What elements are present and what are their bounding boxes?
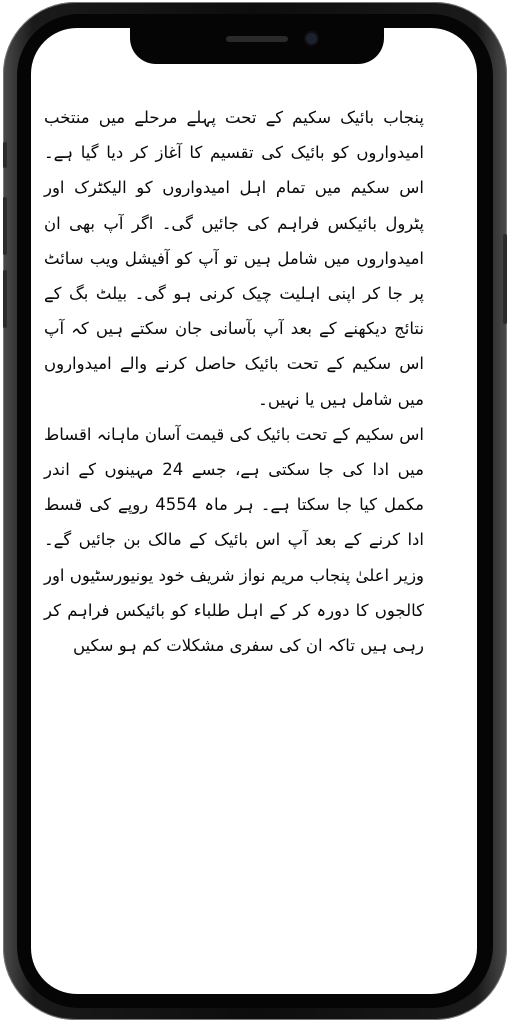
article-paragraph-2: اس سکیم کے تحت بائیک کی قیمت آسان ماہانہ اقساط میں ادا کی جا سکتی ہے، جسے 24 مہینوں کے اندر مکمل کیا جا سکتا ہے۔ ہر ماہ 4554 روپے کی قسط ادا کرنے کے بعد آپ اس بائیک کے مالک بن جائیں گے۔ وزیر اعلیٰ پنجاب مریم نواز شریف خود یونیورسٹیوں اور کالجوں کا دورہ کر کے اہل طلباء کو بائیکس فراہم کر رہی ہیں تاکہ ان کی سفری مشکلات کم ہو سکیں (44, 424, 425, 656)
speaker-grille (226, 36, 288, 42)
volume-down-button (3, 270, 7, 328)
notch (130, 26, 384, 64)
mute-switch (3, 142, 7, 168)
volume-up-button (3, 197, 7, 255)
article-paragraph-1: پنجاب بائیک سکیم کے تحت پہلے مرحلے میں منتخب امیدواروں کو بائیک کی تقسیم کا آغاز کر دیا گیا ہے۔ اس سکیم میں تمام اہل امیدواروں کو الیکٹرک اور پٹرول بائیکس فراہم کی جائیں گی۔ اگر آپ بھی ان امیدواروں میں شامل ہیں تو آپ کو آفیشل ویب سائٹ پر جا کر اپنی اہلیت چیک کرنی ہو گی۔ بیلٹ بگ کے نتائج دیکھنے کے بعد آپ بآسانی جان سکتے ہیں کہ آپ اس سکیم کے تحت بائیک حاصل کرنے والے امیدواروں میں شامل ہیں یا نہیں۔ (44, 108, 424, 409)
article-text (44, 100, 424, 663)
front-camera-icon (306, 33, 317, 44)
power-button (503, 234, 507, 324)
